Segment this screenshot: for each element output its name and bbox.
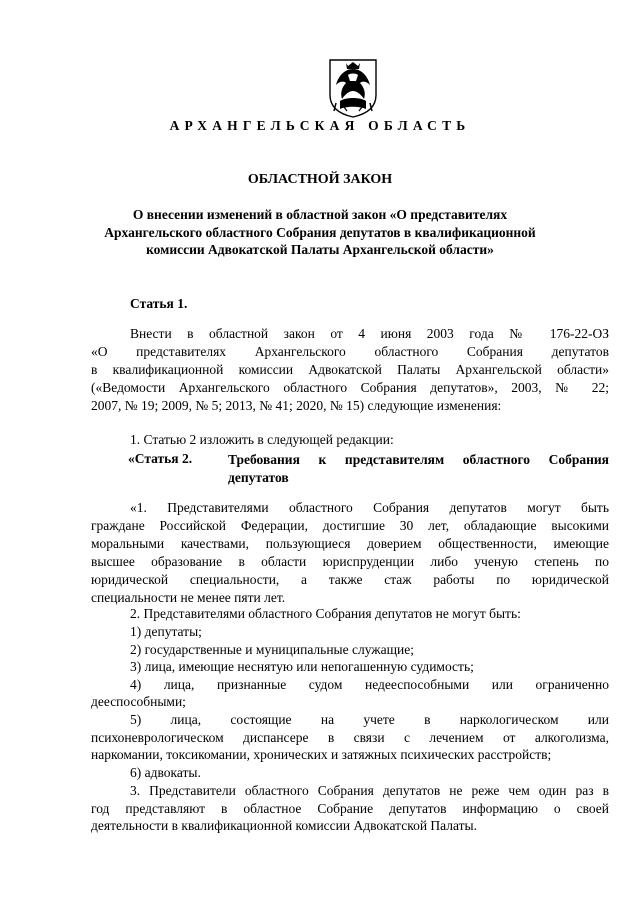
intro-line: в квалификационной комиссии Адвокатской Палаты Архангельской области» xyxy=(91,362,609,377)
intro-line: Внести в областной закон от 4 июня 2003 года № 176-22-ОЗ xyxy=(130,326,609,341)
body-line: 3) лица, имеющие неснятую или непогашенную судимость; xyxy=(130,659,474,674)
article-2-title: Требования к представителям областного Собрания депутатов xyxy=(228,452,609,485)
body-line: 2. Представителями областного Собрания депутатов не могут быть: xyxy=(130,606,521,621)
body-line: наркомании, токсикомании, хронических и затяжных психических расстройств; xyxy=(91,747,552,762)
body-line: 1) депутаты; xyxy=(130,624,202,639)
body-line: 3. Представители областного Собрания депутатов не реже чем один раз в xyxy=(130,783,609,798)
body-line: деятельности в квалификационной комиссии Адвокатской Палаты. xyxy=(91,818,478,833)
body-line: 2) государственные и муниципальные служащие; xyxy=(130,642,414,657)
body-line: год представляют в областное Собрание депутатов информацию о своей xyxy=(91,801,609,816)
body-line: граждане Российской Федерации, достигшие 30 лет, обладающие высокими xyxy=(91,518,609,533)
article-2-label: «Статья 2. xyxy=(128,451,193,466)
item-1: 1. Статью 2 изложить в следующей редакции: xyxy=(130,432,394,447)
body-line: высшее образование в области юриспруденции либо ученую степень по xyxy=(91,554,609,569)
body-line: 5) лица, состоящие на учете в наркологическом или xyxy=(130,712,609,727)
body-line: «1. Представителями областного Собрания депутатов могут быть xyxy=(130,500,609,515)
region-heading: АРХАНГЕЛЬСКАЯ ОБЛАСТЬ xyxy=(169,118,471,133)
body-line: специальности не менее пяти лет. xyxy=(91,590,286,605)
intro-line: («Ведомости Архангельского областного Собрания депутатов», 2003, № 22; xyxy=(91,380,609,395)
article-1-heading: Статья 1. xyxy=(130,296,188,311)
intro-line: 2007, № 19; 2009, № 5; 2013, № 41; 2020, № 15) следующие изменения: xyxy=(91,398,502,413)
intro-line: «О представителях Архангельского областного Собрания депутатов xyxy=(91,344,609,359)
body-line: юридической специальности, а также стаж работы по юридической xyxy=(91,572,609,587)
body-line: психоневрологическом диспансере в связи с лечением от алкоголизма, xyxy=(91,730,609,745)
body-line: моральными качествами, пользующиеся доверием общественности, имеющие xyxy=(91,536,609,551)
law-subtitle: О внесении изменений в областной закон «О представителях Архангельского областного Собрания депутатов в квалификационной комиссии Адвокатской Палаты Архангельской области» xyxy=(104,207,536,257)
body-line: 4) лица, признанные судом недееспособными или ограниченно xyxy=(130,677,609,692)
body-line: дееспособными; xyxy=(91,694,186,709)
body-line: 6) адвокаты. xyxy=(130,765,201,780)
coat-of-arms-emblem xyxy=(326,57,380,119)
document-type-title: ОБЛАСТНОЙ ЗАКОН xyxy=(247,172,393,187)
